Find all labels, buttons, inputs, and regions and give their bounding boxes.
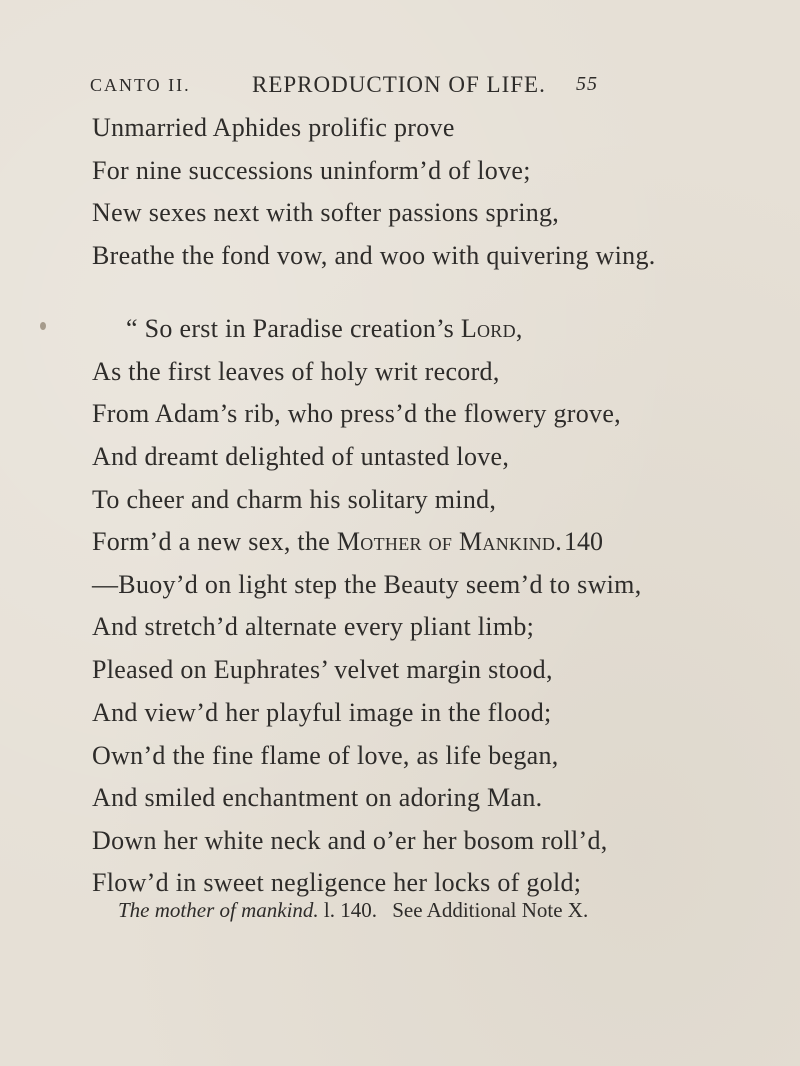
verse-small-caps: Mother of Mankind (336, 527, 556, 556)
verse-line: —Buoy’d on light step the Beauty seem’d to swim, (92, 570, 642, 599)
verse-line: As the first leaves of holy writ record, (92, 357, 500, 386)
verse-line: New sexes next with softer passions spring, (92, 198, 560, 227)
verse-line: For nine successions uninform’d of love; (92, 156, 531, 185)
verse-line: From Adam’s rib, who press’d the flowery grove, (92, 399, 621, 428)
verse-text: . (555, 527, 563, 556)
verse-line: Unmarried Aphides prolific prove (92, 113, 455, 142)
page-number: 55 (576, 73, 598, 95)
footnote (118, 896, 588, 924)
verse-line: Down her white neck and o’er her bosom roll’d, (92, 826, 608, 855)
verse-line: And dreamt delighted of untasted love, (92, 442, 510, 471)
footnote-italic: The mother of mankind. (118, 898, 319, 922)
verse-line: Own’d the fine flame of love, as life began, (92, 741, 559, 770)
ink-smudge (40, 322, 46, 330)
verse-line: And stretch’d alternate every pliant limb; (92, 612, 535, 641)
verse-line: And smiled enchantment on adoring Man. (92, 783, 543, 812)
verse-line: Flow’d in sweet negligence her locks of gold; (92, 868, 582, 897)
footnote-note-ref: See Additional Note X. (392, 898, 589, 922)
verse-line: To cheer and charm his solitary mind, (92, 485, 497, 514)
verse-text: “ So erst in Paradise creation’s (126, 314, 461, 343)
chapter-title: REPRODUCTION OF LIFE. (252, 72, 546, 97)
verse-line (92, 526, 562, 558)
verse-line (126, 313, 523, 345)
line-number: 140 (564, 527, 603, 556)
verse-line: Breathe the fond vow, and woo with quivering wing. (92, 241, 656, 270)
verse-text: , (515, 314, 523, 343)
footnote-line-ref: l. 140. (323, 898, 377, 922)
verse-line: And view’d her playful image in the flood; (92, 698, 552, 727)
verse-small-caps: Lord (460, 314, 516, 343)
running-header (90, 72, 598, 102)
canto-label: CANTO II. (90, 75, 191, 95)
verse-text: Form’d a new sex, the (92, 527, 337, 556)
verse-line: Pleased on Euphrates’ velvet margin stood, (92, 655, 553, 684)
